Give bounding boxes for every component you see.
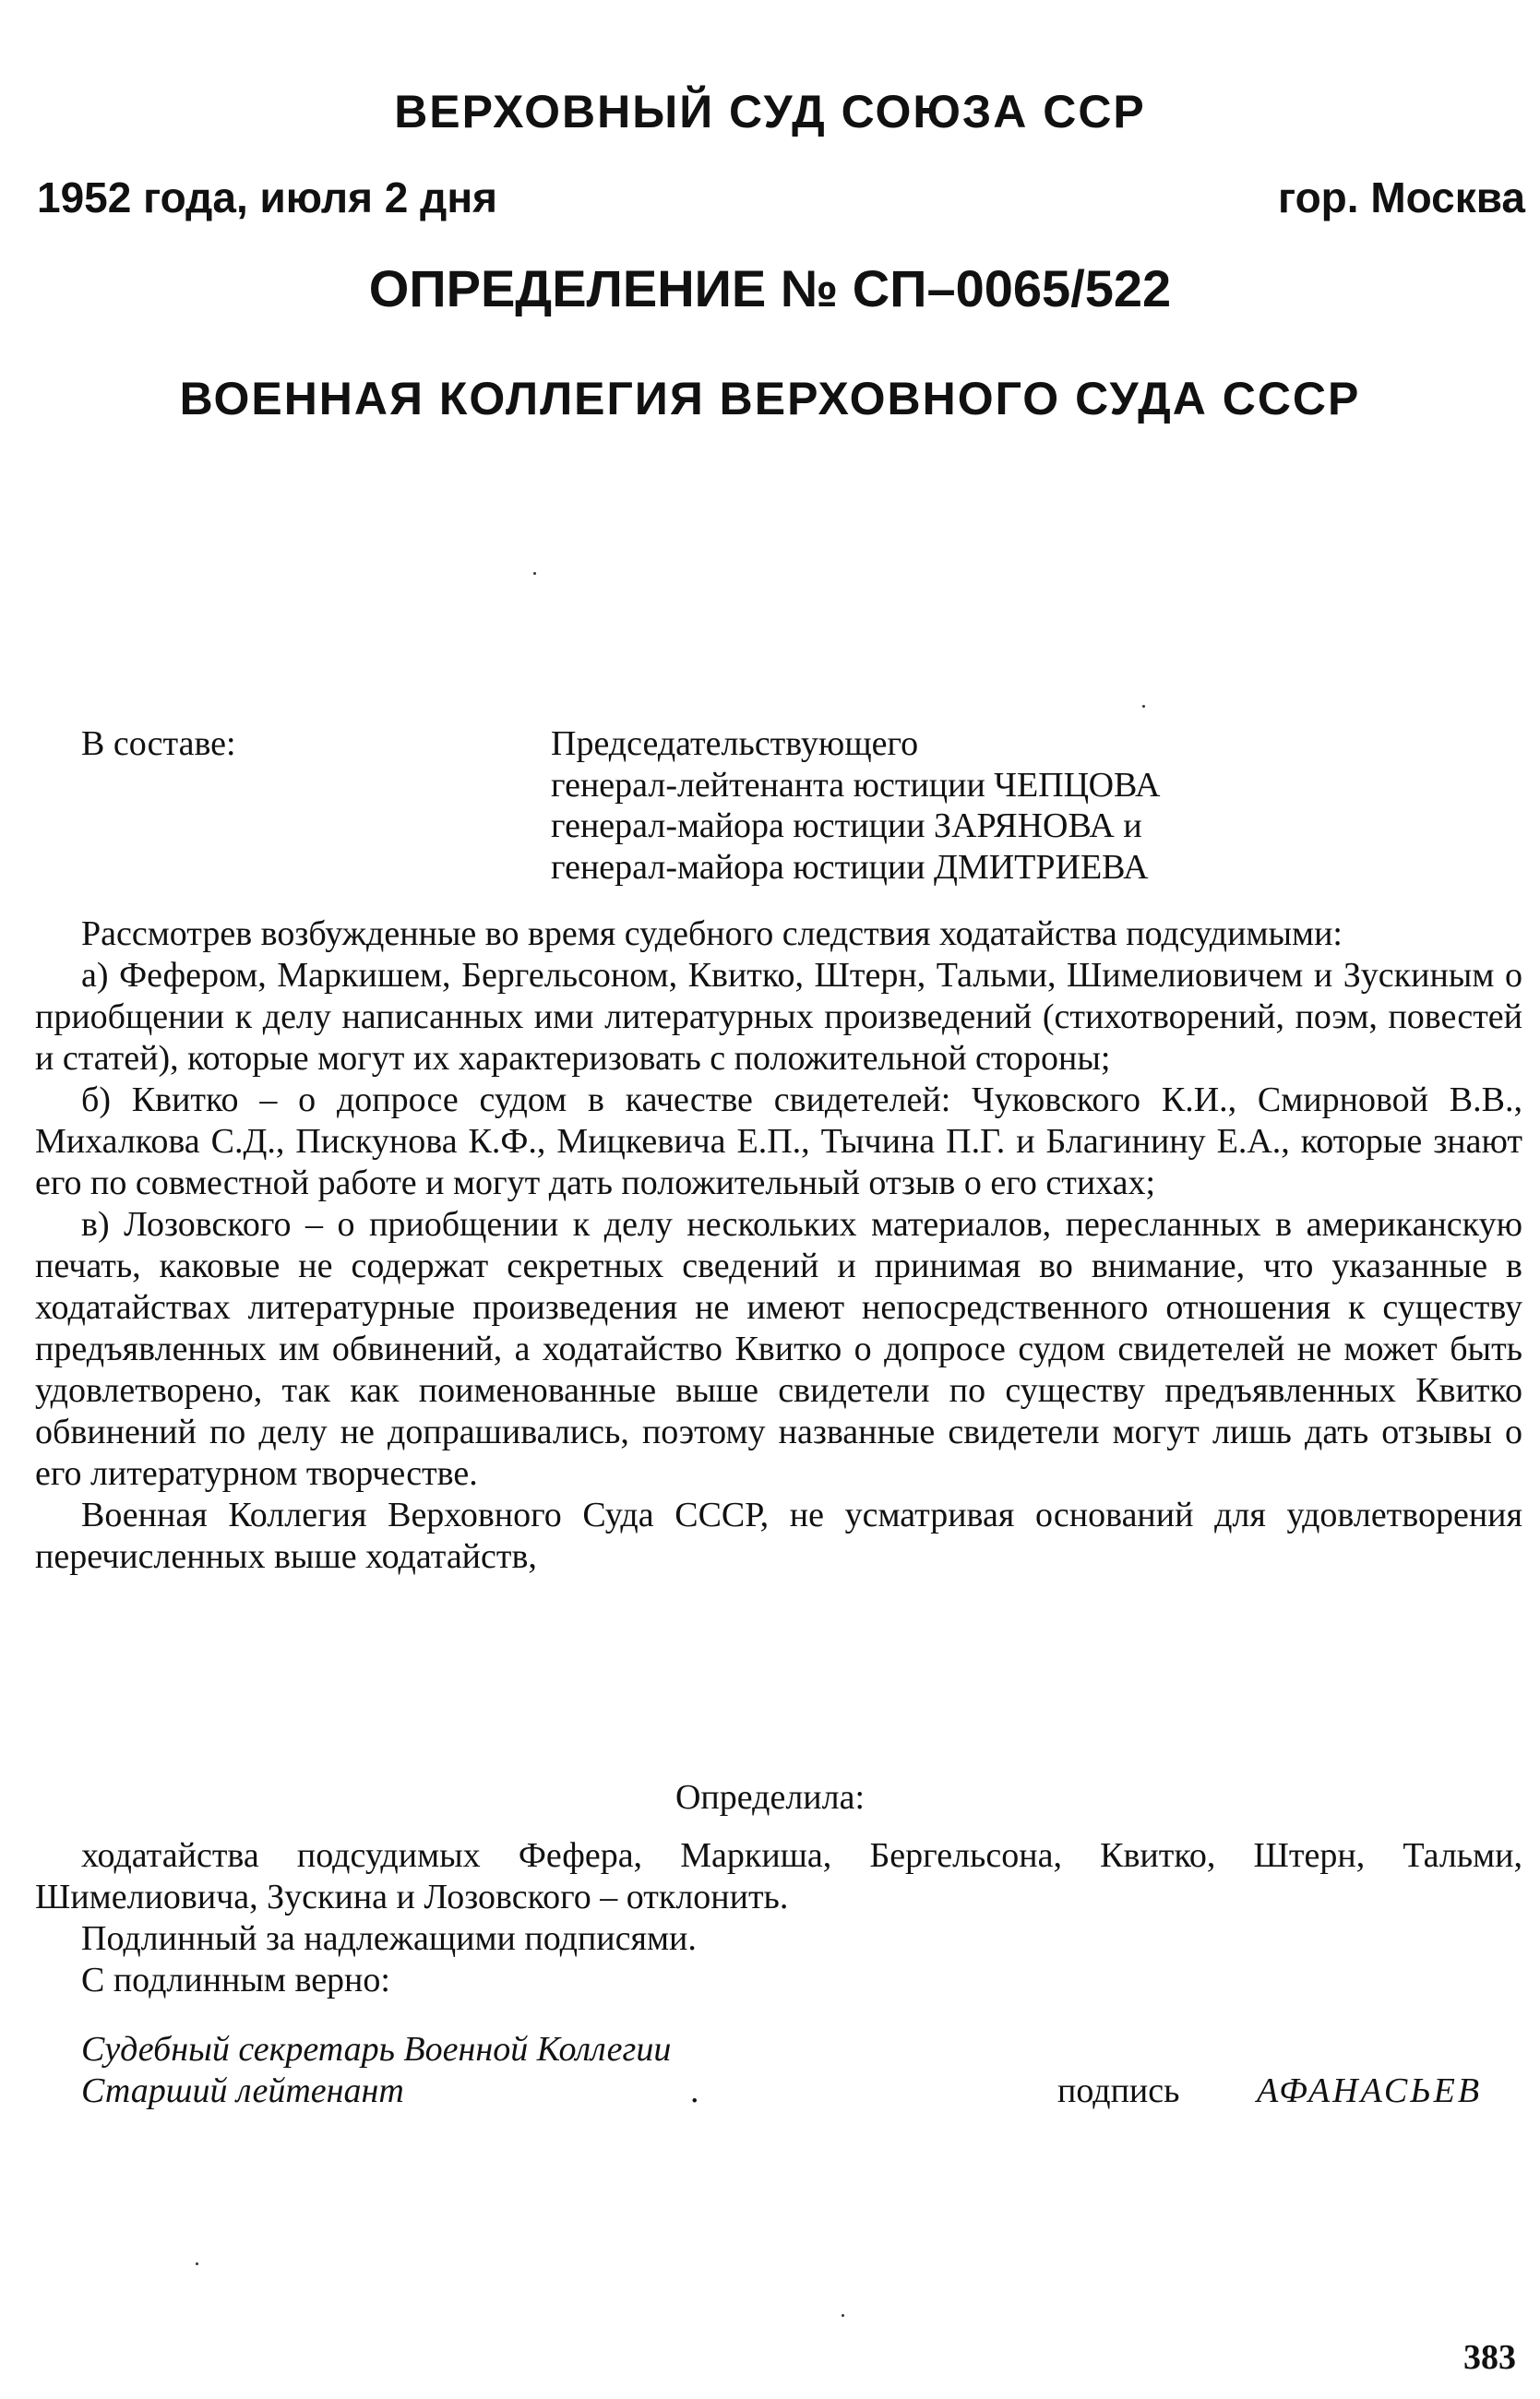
intro-paragraph: Рассмотрев возбужденные во время судебного следствия ходатайства подсудимыми: [81, 914, 1343, 953]
composition-list [551, 723, 1160, 888]
scan-speck [1142, 705, 1145, 708]
scan-speck [196, 2262, 198, 2265]
scan-speck [842, 2314, 844, 2317]
college-name: ВОЕННАЯ КОЛЛЕГИЯ ВЕРХОВНОГО СУДА СССР [179, 373, 1361, 424]
page-number: 383 [1463, 2338, 1516, 2377]
composition-member: генерал-майора юстиции ДМИТРИЕВА [551, 847, 1149, 887]
conclusion-paragraph: Военная Коллегия Верховного Суда СССР, не усматривая оснований для удовлетворения перечисленных выше ходатайств, [35, 1496, 1522, 1576]
resolution-body [35, 1835, 1522, 2001]
item-b-paragraph: б) Квитко – о допросе судом в качестве свидетелей: Чуковского К.И., Смирновой В.В., Михалкова С.Д., Пискунова К.Ф., Мицкевича Е.П., Тычина П.Г. и Благинину Е.А., которые знают его по совместной работе и могут дать положительный отзыв о его стихах; [35, 1080, 1522, 1202]
signature-word: подпись [1057, 2071, 1180, 2110]
document-city: гор. Москва [1278, 173, 1525, 221]
document-date: 1952 года, июля 2 дня [37, 173, 497, 221]
composition-label: В составе: [81, 724, 236, 763]
document-body [35, 913, 1522, 1578]
secretary-role: Судебный секретарь Военной Коллегии [81, 2030, 672, 2069]
item-a-paragraph: а) Фефером, Маркишем, Бергельсоном, Квитко, Штерн, Тальми, Шимелиовичем и Зускиным о приобщении к делу написанных ими литературных произведений (стихотворений, поэм, повестей и статей), которые могут их характеризовать с положительной стороны; [35, 956, 1522, 1078]
resolution-label: Определила: [674, 1778, 866, 1817]
original-note: Подлинный за надлежащими подписями. [81, 1919, 697, 1958]
signature-dot: . [690, 2071, 699, 2110]
composition-member: генерал-лейтенанта юстиции ЧЕПЦОВА [551, 765, 1161, 805]
item-c-paragraph: в) Лозовского – о приобщении к делу нескольких материалов, пересланных в американскую печать, каковые не содержат секретных сведений и принимая во внимание, что указанные в ходатайствах литературные произведения не имеют непосредственного отношения к существу предъявленных им обвинений, а ходатайство Квитко о допросе судом свидетелей не может быть удовлетворено, так как поименованные выше свидетели по существу предъявленных Квитко обвинений по делу не допрашивались, поэтому названные свидетели могут лишь дать отзывы о его литературном творчестве. [35, 1205, 1522, 1493]
court-name: ВЕРХОВНЫЙ СУД СОЮЗА ССР [394, 86, 1146, 137]
composition-member: генерал-майора юстиции ЗАРЯНОВА и [551, 806, 1142, 845]
resolution-text: ходатайства подсудимых Фефера, Маркиша, Бергельсона, Квитко, Штерн, Тальми, Шимелиовича, Зускина и Лозовского – отклонить. [35, 1836, 1522, 1916]
secretary-rank: Старший лейтенант [81, 2071, 404, 2110]
secretary-name: АФАНАСЬЕВ [1257, 2071, 1483, 2110]
scan-speck [533, 572, 536, 575]
true-copy-note: С подлинным верно: [81, 1961, 390, 1999]
document-title: ОПРЕДЕЛЕНИЕ № СП–0065/522 [368, 259, 1172, 317]
composition-member: Председательствующего [551, 724, 919, 763]
